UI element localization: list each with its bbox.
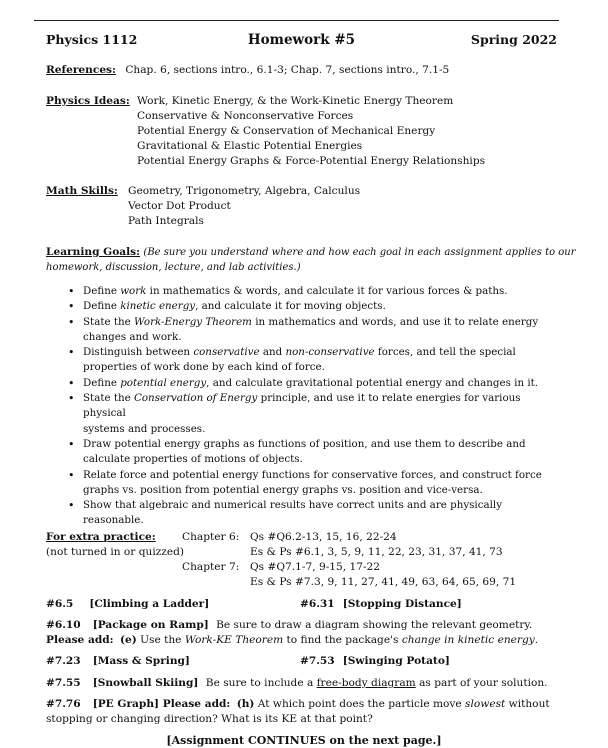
physics-ideas-list	[137, 94, 485, 169]
problem-6-10-addition: Please add: (e) Use the Work-KE Theorem to find the package's change in kinetic energy.	[46, 634, 539, 646]
problem-7-76-cont: stopping or changing direction? What is its KE at that point?	[46, 713, 373, 725]
problem-7-23: #7.23 [Mass & Spring]	[46, 655, 190, 667]
extra-practice-sublabel: (not turned in or quizzed)	[46, 546, 185, 558]
references-label: References:	[46, 64, 116, 76]
math-skills-label: Math Skills:	[46, 185, 118, 197]
math-skills	[46, 184, 566, 232]
chapter-6-label: Chapter 6:	[182, 531, 240, 543]
course-name: Physics 1112	[46, 32, 138, 47]
references	[46, 63, 449, 78]
math-skill: Geometry, Trigonometry, Algebra, Calculus	[128, 185, 361, 197]
chapter-7-exercises: Es & Ps #7.3, 9, 11, 27, 41, 49, 63, 64, 65, 69, 71	[250, 576, 517, 588]
physics-idea: Potential Energy & Conservation of Mechanical Energy	[137, 125, 436, 137]
problem-7-53: #7.53 [Swinging Potato]	[300, 655, 450, 667]
physics-idea: Gravitational & Elastic Potential Energies	[137, 140, 363, 152]
learning-goal: • Distinguish between conservative and non-conservative forces, and tell the special properties of work done by each kind of force.	[66, 345, 566, 376]
physics-idea: Conservative & Nonconservative Forces	[137, 110, 354, 122]
extra-practice	[46, 530, 576, 592]
page-header	[46, 32, 557, 48]
math-skill: Vector Dot Product	[128, 200, 231, 212]
math-skill: Path Integrals	[128, 215, 204, 227]
learning-goal: • Draw potential energy graphs as functions of position, and use them to describe and calculate properties of motions of objects.	[66, 437, 566, 468]
page-title: Homework #5	[247, 32, 356, 48]
learning-goal: • Relate force and potential energy functions for conservative forces, and construct force graphs vs. position from potential energy graphs vs. position and vice-versa.	[66, 468, 566, 499]
references-text: Chap. 6, sections intro., 6.1-3; Chap. 7, sections intro., 7.1-5	[125, 64, 450, 76]
learning-goals-note-cont: homework, discussion, lecture, and lab activities.)	[46, 262, 301, 273]
problem-7-55: #7.55 [Snowball Skiing] Be sure to include a free-body diagram as part of your solution.	[46, 677, 548, 689]
problem-6-10: #6.10 [Package on Ramp] Be sure to draw a diagram showing the relevant geometry.	[46, 619, 533, 631]
continues-note: [Assignment CONTINUES on the next page.]	[166, 734, 442, 747]
learning-goal: • Define kinetic energy, and calculate it for moving objects.	[66, 299, 566, 314]
chapter-7-label: Chapter 7:	[182, 561, 240, 573]
math-skills-list	[128, 184, 360, 229]
problem-6-31: #6.31 [Stopping Distance]	[300, 598, 462, 610]
learning-goal: • Define potential energy, and calculate gravitational potential energy and changes in it.	[66, 376, 566, 391]
chapter-7-questions: Qs #Q7.1-7, 9-15, 17-22	[250, 561, 381, 573]
problem-7-76: #7.76 [PE Graph] Please add: (h) At which point does the particle move slowest without	[46, 698, 550, 710]
learning-goal: • State the Conservation of Energy principle, and use it to relate energies for various physical systems and processes.	[66, 391, 566, 437]
learning-goal: • State the Work-Energy Theorem in mathematics and words, and use it to relate energy changes and work.	[66, 315, 566, 346]
chapter-6-questions: Qs #Q6.2-13, 15, 16, 22-24	[250, 531, 397, 543]
learning-goals-intro	[46, 245, 576, 275]
learning-goal: • Define work in mathematics & words, and calculate it for various forces & paths.	[66, 284, 566, 299]
physics-idea: Work, Kinetic Energy, & the Work-Kinetic Energy Theorem	[137, 95, 454, 107]
problem-6-5: #6.5 [Climbing a Ladder]	[46, 598, 210, 610]
term: Spring 2022	[470, 32, 557, 47]
top-rule	[34, 20, 559, 21]
learning-goals-list	[66, 284, 566, 529]
physics-ideas	[46, 94, 566, 174]
chapter-6-exercises: Es & Ps #6.1, 3, 5, 9, 11, 22, 23, 31, 37, 41, 73	[250, 546, 503, 558]
extra-practice-label: For extra practice:	[46, 531, 156, 543]
learning-goals-note: (Be sure you understand where and how each goal in each assignment applies to our	[143, 247, 576, 258]
physics-idea: Potential Energy Graphs & Force-Potential Energy Relationships	[137, 155, 486, 167]
learning-goals-label: Learning Goals:	[46, 246, 141, 258]
learning-goal: • Show that algebraic and numerical results have correct units and are physically reasonable.	[66, 498, 566, 529]
physics-ideas-label: Physics Ideas:	[46, 95, 130, 107]
